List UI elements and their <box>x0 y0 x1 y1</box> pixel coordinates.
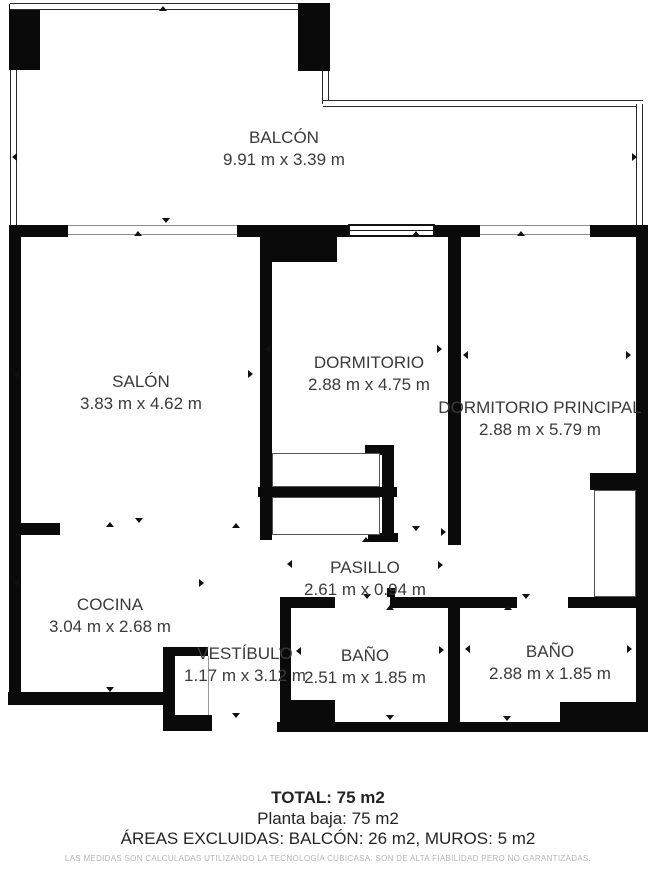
tick-down <box>232 713 240 718</box>
tick-up <box>504 605 512 610</box>
wall-corner-block <box>287 700 335 732</box>
balcony-railing-right <box>636 104 643 225</box>
tick-up <box>232 523 240 528</box>
wall-salon-cocina-stub <box>9 523 60 535</box>
room-name: VESTÍBULO <box>197 644 293 663</box>
wall-closet-side <box>382 445 394 542</box>
wall-dormitorios <box>448 237 461 545</box>
tick-right <box>248 370 253 378</box>
room-label-bano-2 <box>489 640 611 685</box>
tick-down <box>106 687 114 692</box>
room-name: PASILLO <box>330 558 400 577</box>
room-dimensions: 2.88 m x 1.85 m <box>489 664 611 683</box>
closet <box>272 453 380 487</box>
tick-left <box>463 351 468 359</box>
balcony-pillar <box>298 3 330 71</box>
room-label-bano-1 <box>304 644 426 689</box>
tick-left <box>287 560 292 568</box>
balcony-railing-middle <box>323 100 643 107</box>
wall-entry-niche <box>163 715 212 731</box>
wall-corner-block <box>560 702 637 732</box>
room-dimensions: 3.04 m x 2.68 m <box>49 617 171 636</box>
tick-up <box>362 537 370 542</box>
room-name: COCINA <box>76 595 144 614</box>
tick-left <box>465 645 470 653</box>
tick-down <box>135 518 143 523</box>
tick-right <box>199 579 204 587</box>
balcony-railing-left <box>10 70 17 225</box>
tick-left <box>12 153 17 161</box>
tick-right <box>632 153 637 161</box>
wall-left <box>9 225 21 705</box>
wall-cocina-bottom <box>8 692 163 705</box>
tick-down <box>162 218 170 223</box>
room-name: SALÓN <box>112 372 170 391</box>
wall-pillar <box>262 237 337 262</box>
tick-left <box>265 345 270 353</box>
tick-right <box>626 351 631 359</box>
room-name: BALCÓN <box>249 128 319 147</box>
disclaimer: LAS MEDIDAS SON CALCULADAS UTILIZANDO LA TECNOLOGÍA CUBICASA. SON DE ALTA FIABILIDAD PERO NO GARANTIZADAS. <box>64 854 592 863</box>
closet <box>272 497 380 535</box>
room-dimensions: 9.91 m x 3.39 m <box>223 150 345 169</box>
floor-area: Planta baja: 75 m2 <box>257 809 399 828</box>
room-label-vestibulo <box>184 642 306 687</box>
excluded-areas: ÁREAS EXCLUIDAS: BALCÓN: 26 m2, MUROS: 5 m2 <box>120 829 536 848</box>
tick-right <box>438 561 443 569</box>
total-area: TOTAL: 75 m2 <box>271 788 385 807</box>
room-label-dormitorio <box>308 351 430 396</box>
wall-banos-top <box>568 597 648 608</box>
tick-up <box>159 6 167 11</box>
wall-closet-bar <box>258 487 397 497</box>
tick-down <box>522 594 530 599</box>
room-name: DORMITORIO <box>313 353 425 372</box>
tick-right <box>437 345 442 353</box>
tick-right <box>441 528 446 536</box>
balcony-door-opening <box>480 225 590 235</box>
tick-down <box>412 526 420 531</box>
window <box>348 224 435 237</box>
tick-right <box>627 645 632 653</box>
room-dimensions: 3.83 m x 4.62 m <box>80 394 202 413</box>
room-name: DORMITORIO PRINCIPAL <box>438 398 642 417</box>
wall-top <box>435 225 480 237</box>
room-label-cocina <box>49 593 171 638</box>
room-label-pasillo <box>304 556 426 601</box>
tick-up <box>412 231 420 236</box>
room-label-dormitorio-principal <box>438 396 641 441</box>
wall-banos-divider <box>448 608 460 732</box>
wall-right <box>636 225 648 732</box>
tick-down <box>503 716 511 721</box>
room-dimensions: 2.88 m x 5.79 m <box>479 420 601 439</box>
room-dimensions: 2.51 m x 1.85 m <box>304 668 426 687</box>
room-name: BAÑO <box>340 646 390 665</box>
tick-up <box>106 522 114 527</box>
tick-up <box>134 231 142 236</box>
balcony-railing-top <box>10 3 298 10</box>
room-dimensions: 2.88 m x 4.75 m <box>308 375 430 394</box>
wall-principal-closet-stub <box>590 473 637 490</box>
balcony-door-opening <box>68 225 237 235</box>
tick-left <box>14 578 19 586</box>
closet <box>594 490 636 597</box>
tick-up <box>517 231 525 236</box>
room-dimensions: 1.17 m x 3.12 m <box>184 666 306 685</box>
tick-up <box>386 605 394 610</box>
room-name: BAÑO <box>525 642 575 661</box>
tick-right <box>439 646 444 654</box>
room-label-balcon <box>223 126 345 171</box>
balcony-pillar <box>9 4 40 70</box>
room-dimensions: 2.61 m x 0.94 m <box>304 580 426 599</box>
tick-left <box>14 370 19 378</box>
wall-top <box>237 225 348 237</box>
tick-down <box>386 715 394 720</box>
room-label-salon <box>80 370 202 415</box>
